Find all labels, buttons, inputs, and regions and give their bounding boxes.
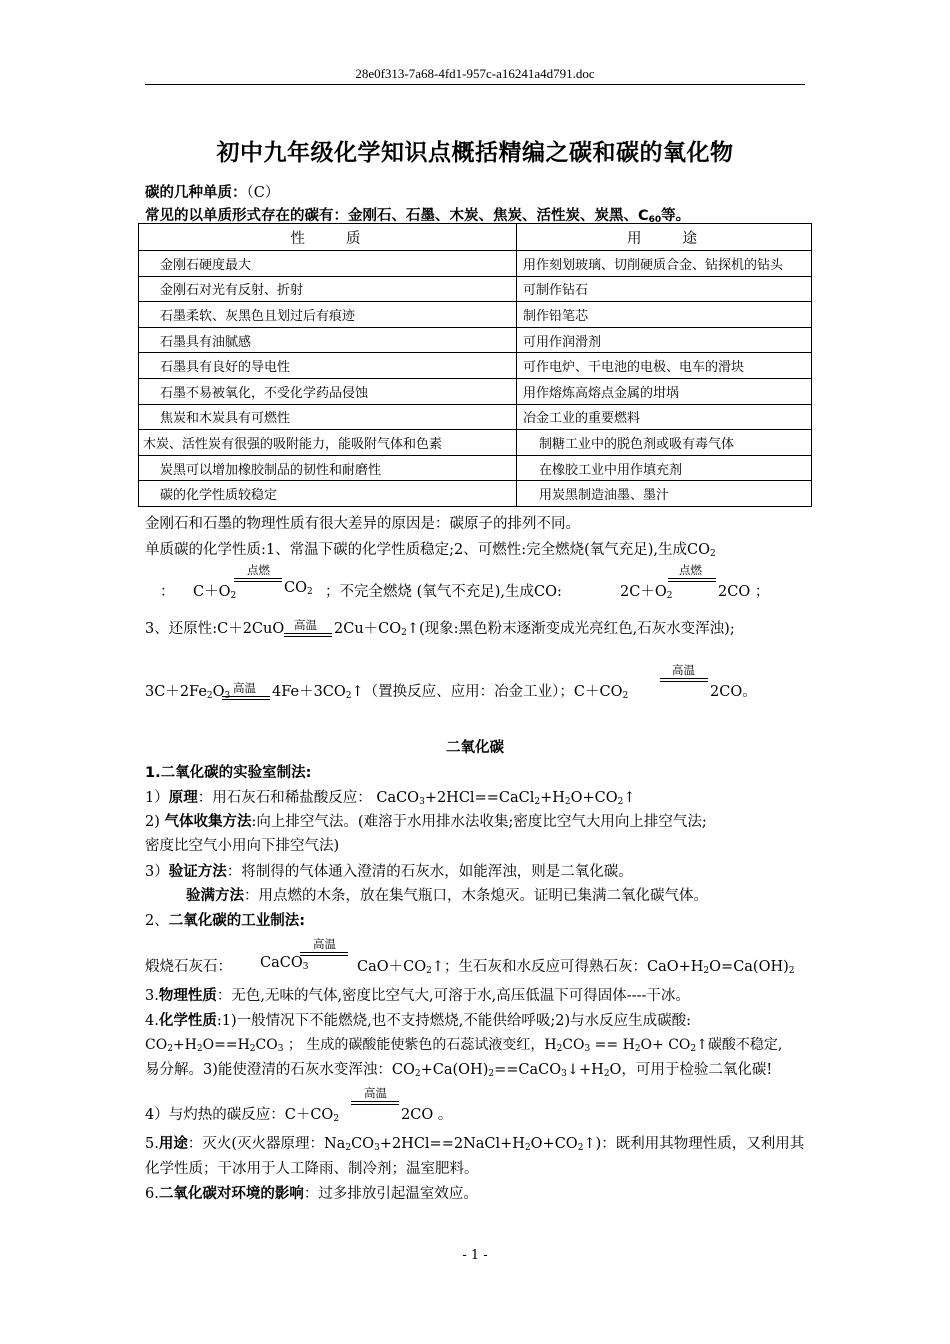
document-title: 初中九年级化学知识点概括精编之碳和碳的氧化物 bbox=[216, 140, 734, 166]
co2-collection-2: 密度比空气小用向下排空气法) bbox=[145, 838, 340, 854]
eq-incomplete-right: 2CO ； bbox=[718, 584, 770, 600]
co2-industrial-caco3: CaCO$_3$ bbox=[260, 955, 309, 972]
table-row: 焦炭和木炭具有可燃性 冶金工业的重要燃料 bbox=[139, 404, 812, 430]
cond-high-5: 高温 bbox=[364, 1086, 387, 1100]
table-row: 金刚石硬度最大 用作刻划玻璃、切削硬质合金、钻探机的钻头 bbox=[139, 251, 812, 277]
co2-verify: 3）验证方法：将制得的气体通入澄清的石灰水，如能浑浊，则是二氧化碳。 bbox=[145, 864, 633, 880]
header-filename: 28e0f313-7a68-4fd1-957c-a16241a4d791.doc bbox=[355, 66, 595, 81]
eq-arrow-6 bbox=[300, 952, 348, 956]
carbon-properties-table bbox=[138, 223, 812, 507]
eq-arrow-2 bbox=[668, 578, 716, 582]
table-header-property: 性 质 bbox=[139, 224, 517, 251]
table-row: 炭黑可以增加橡胶制品的韧性和耐磨性 在橡胶工业中用作填充剂 bbox=[139, 455, 812, 481]
header-rule bbox=[145, 84, 805, 85]
co2-environment: 6.二氧化碳对环境的影响：过多排放引起温室效应。 bbox=[145, 1186, 478, 1202]
co2-s1-heading: 1.二氧化碳的实验室制法: bbox=[145, 765, 312, 781]
carbon-reason: 金刚石和石墨的物理性质有很大差异的原因是：碳原子的排列不同。 bbox=[145, 516, 580, 532]
cond-ignite-1: 点燃 bbox=[247, 563, 270, 577]
fe-line-right: $4Fe+3CO_2↑$（置换反应、应用：冶金工业）；$C+CO_2$ bbox=[272, 684, 629, 701]
eq-arrow-3 bbox=[284, 633, 332, 637]
co2-chemical-2: $CO_2+H_2O==H_2CO_3$ ； 生成的碳酸能使紫色的石蕊试液变红，$H_2CO_3 == H_2O+$ $CO_2↑$碳酸不稳定, bbox=[145, 1037, 783, 1054]
co2-heading: 二氧化碳 bbox=[446, 740, 504, 756]
co2-collection: 2) 气体收集方法:向上排空气法。(难溶于水用排水法收集;密度比空气大用向上排空气法; bbox=[145, 814, 707, 830]
co2-full-check: 验满方法：用点燃的木条，放在集气瓶口，木条熄灭。证明已集满二氧化碳气体。 bbox=[186, 888, 708, 904]
co2-hot-carbon-right: 2CO 。 bbox=[401, 1107, 453, 1123]
co2-chemical: 4.化学性质:1)一般情况下不能燃烧,也不支持燃烧,不能供给呼吸;2)与水反应生成碳酸: bbox=[145, 1013, 691, 1029]
eq-arrow-5 bbox=[660, 678, 708, 682]
co2-industrial: 煅烧石灰石： bbox=[145, 959, 232, 975]
page-number: - 1 - bbox=[462, 1248, 488, 1263]
eq-arrow-4 bbox=[222, 696, 270, 700]
carbon-colon: ： bbox=[160, 584, 175, 600]
co2-hot-carbon: 4）与灼热的碳反应：$C+CO_2$ bbox=[145, 1107, 340, 1124]
reduce-line: 3、还原性:C＋2CuO bbox=[145, 621, 285, 637]
co2-uses: 5.用途：灭火(灭火器原理：$Na_2CO_3+2HCl==2NaCl+H_2O+CO_2↑$)：既利用其物理性质，又利用其 bbox=[145, 1136, 805, 1153]
co2-principle: 1）原理：用石灰石和稀盐酸反应： $CaCO_3+2HCl==CaCl_2+H_2O+CO_2↑$ bbox=[145, 790, 636, 807]
co2-uses-2: 化学性质；干冰用于人工降雨、制冷剂；温室肥料。 bbox=[145, 1161, 479, 1177]
reduce-line-right: $2Cu+CO_2↑$(现象:黑色粉末逐渐变成光亮红色,石灰水变浑浊); bbox=[334, 621, 735, 638]
cond-ignite-2: 点燃 bbox=[679, 563, 702, 577]
eq-arrow-7 bbox=[351, 1101, 399, 1105]
table-row: 木炭、活性炭有很强的吸附能力，能吸附气体和色素 制糖工业中的脱色剂或吸有毒气体 bbox=[139, 430, 812, 456]
co2-s2-heading: 2、二氧化碳的工业制法: bbox=[145, 913, 306, 929]
cond-high-2: 高温 bbox=[233, 681, 256, 695]
table-row: 石墨具有良好的导电性 可作电炉、干电池的电极、电车的滑块 bbox=[139, 353, 812, 379]
fe-line-end: 2CO。 bbox=[710, 684, 757, 700]
fe-line: $3C+2Fe_2O_3$ bbox=[145, 684, 231, 701]
table-header-use: 用 途 bbox=[517, 224, 812, 251]
eq-incomplete-left: $2C+O_2$ bbox=[620, 584, 673, 601]
cond-high-1: 高温 bbox=[294, 618, 317, 632]
table-row: 碳的化学性质较稳定 用炭黑制造油墨、墨汁 bbox=[139, 481, 812, 507]
eq-incomplete-text: ；不完全燃烧 (氧气不充足),生成CO: bbox=[325, 584, 562, 600]
carbon-chem-intro: 单质碳的化学性质:1、常温下碳的化学性质稳定;2、可燃性:完全燃烧(氧气充足),生成$CO_2$ bbox=[145, 542, 716, 559]
cond-high-4: 高温 bbox=[313, 937, 336, 951]
intro-line-2: 常见的以单质形式存在的碳有：金刚石、石墨、木炭、焦炭、活性炭、炭黑、$C_{60}$等。 bbox=[145, 208, 691, 225]
table-row: 金刚石对光有反射、折射 可制作钻石 bbox=[139, 276, 812, 302]
cond-high-3: 高温 bbox=[672, 663, 695, 677]
table-row: 石墨不易被氧化，不受化学药品侵蚀 用作熔炼高熔点金属的坩埚 bbox=[139, 378, 812, 404]
eq-arrow-1 bbox=[234, 578, 282, 582]
table-header-row bbox=[139, 224, 812, 251]
table-row: 石墨柔软、灰黑色且划过后有痕迹 制作铅笔芯 bbox=[139, 302, 812, 328]
intro-line-1: 碳的几种单质：（C） bbox=[145, 185, 280, 201]
co2-chemical-3: 易分解。3)能使澄清的石灰水变浑浊：$CO_2+Ca(OH)_2==CaCO_3↓+H_2O$，可用于检验二氧化碳! bbox=[145, 1062, 773, 1079]
table-row: 石墨具有油腻感 可用作润滑剂 bbox=[139, 327, 812, 353]
co2-physical: 3.物理性质：无色,无味的气体,密度比空气大,可溶于水,高压低温下可得固体----干冰。 bbox=[145, 988, 690, 1004]
eq-complete-left: $C+O_2$ bbox=[193, 584, 237, 601]
eq-complete-right: $CO_2$ bbox=[284, 580, 313, 597]
co2-industrial-rest: $CaO+CO_2↑$；生石灰和水反应可得熟石灰：$CaO+H_2O=Ca(OH)_2$ bbox=[357, 959, 795, 976]
